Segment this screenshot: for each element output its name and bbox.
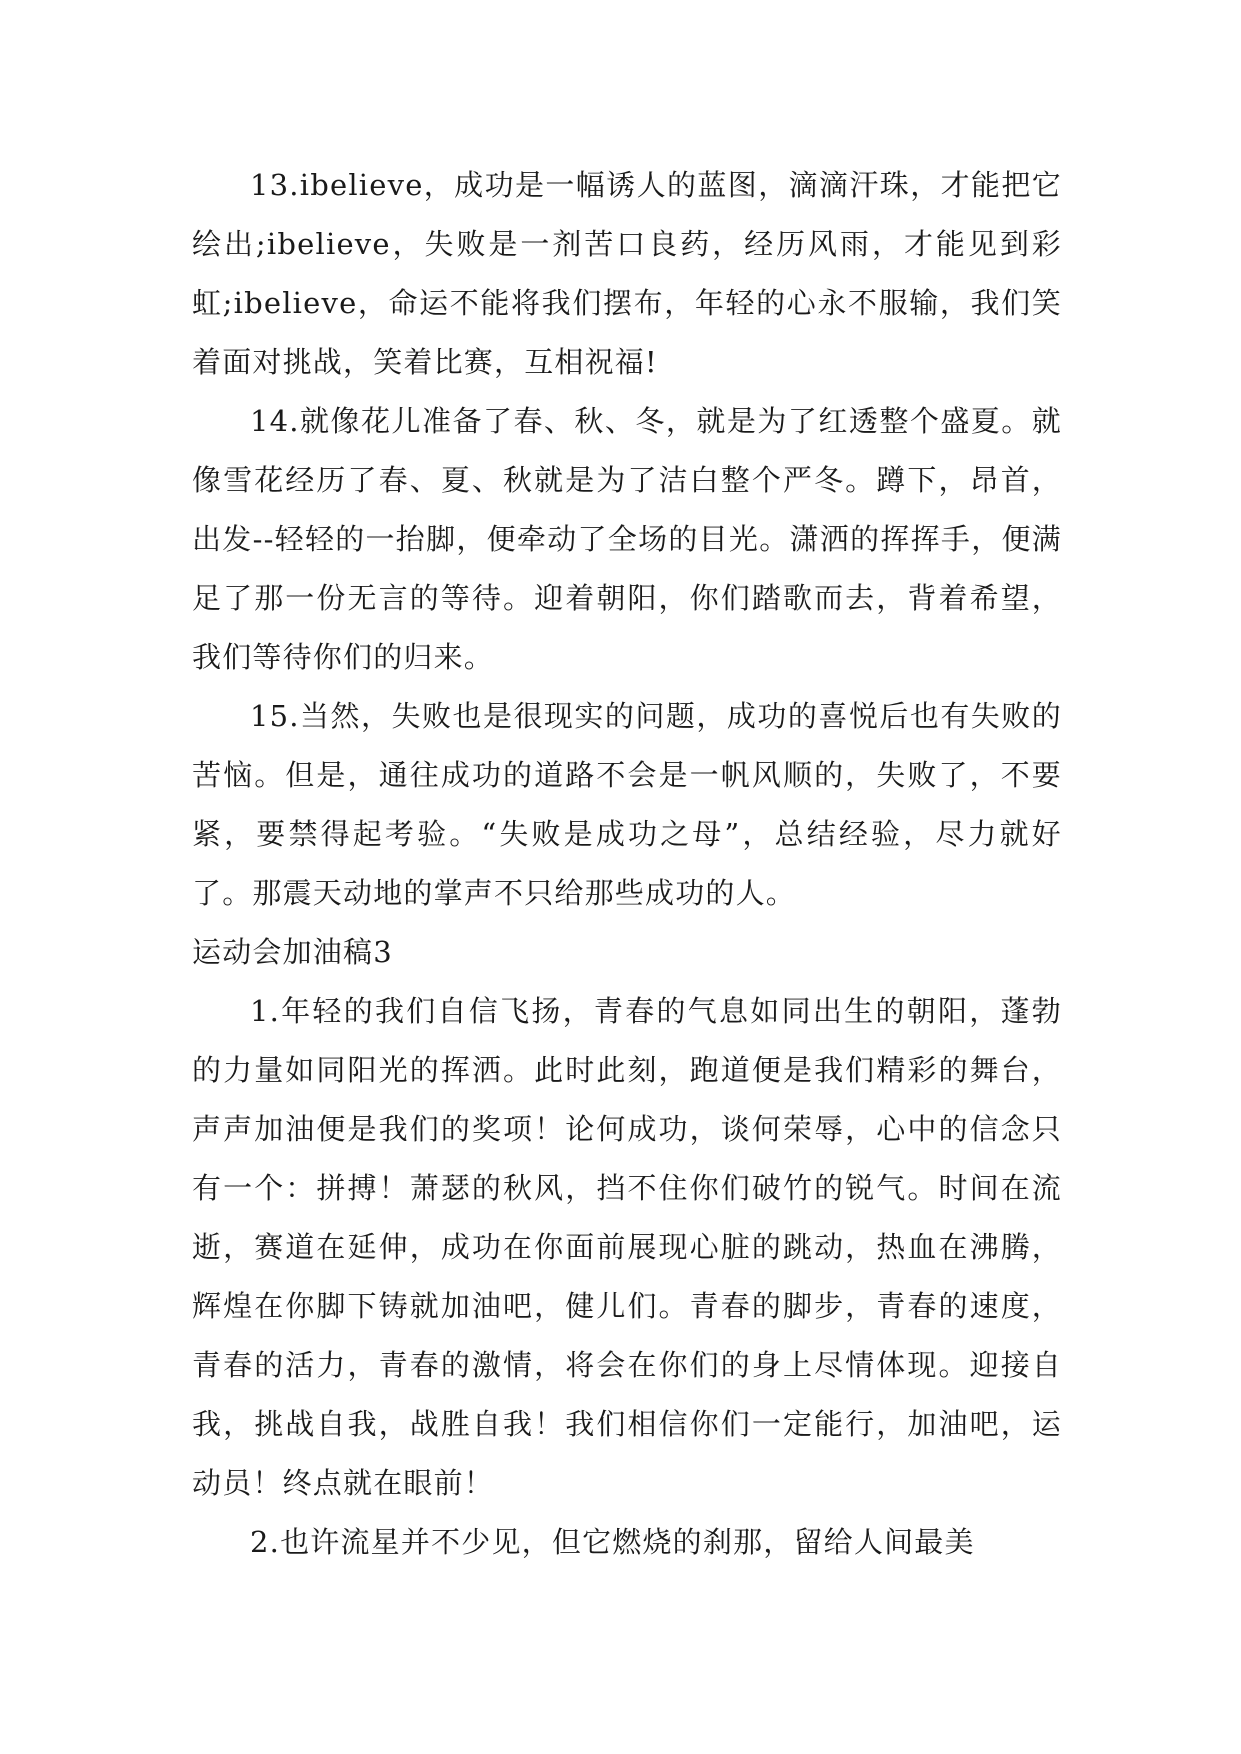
paragraph-14: 14.就像花儿准备了春、秋、冬，就是为了红透整个盛夏。就像雪花经历了春、夏、秋就是为了洁白整个严冬。蹲下，昂首，出发--轻轻的一抬脚，便牵动了全场的目光。潇洒的挥挥手，便满足了那一份无言的等待。迎着朝阳，你们踏歌而去，背着希望，我们等待你们的归来。 — [192, 404, 1062, 674]
section-paragraph-2: 2.也许流星并不少见，但它燃烧的刹那，留给人间最美 — [250, 1525, 975, 1559]
paragraph-15: 15.当然，失败也是很现实的问题，成功的喜悦后也有失败的苦恼。但是，通往成功的道路不会是一帆风顺的，失败了，不要紧，要禁得起考验。“失败是成功之母”，总结经验，尽力就好了。那震天动地的掌声不只给那些成功的人。 — [192, 699, 1062, 910]
paragraph-13: 13.ibelieve，成功是一幅诱人的蓝图，滴滴汗珠，才能把它绘出;ibelieve，失败是一剂苦口良药，经历风雨，才能见到彩虹;ibelieve，命运不能将我们摆布，年轻的心永不服输，我们笑着面对挑战，笑着比赛，互相祝福! — [192, 168, 1062, 379]
section-paragraph-1: 1.年轻的我们自信飞扬，青春的气息如同出生的朝阳，蓬勃的力量如同阳光的挥洒。此时此刻，跑道便是我们精彩的舞台，声声加油便是我们的奖项！论何成功，谈何荣辱，心中的信念只有一个：拼搏！萧瑟的秋风，挡不住你们破竹的锐气。时间在流逝，赛道在延伸，成功在你面前展现心脏的跳动，热血在沸腾，辉煌在你脚下铸就加油吧，健儿们。青春的脚步，青春的速度，青春的活力，青春的激情，将会在你们的身上尽情体现。迎接自我，挑战自我，战胜自我！我们相信你们一定能行，加油吧，运动员！终点就在眼前！ — [192, 994, 1062, 1500]
document-body — [192, 156, 1062, 1572]
section-heading: 运动会加油稿3 — [192, 935, 393, 969]
